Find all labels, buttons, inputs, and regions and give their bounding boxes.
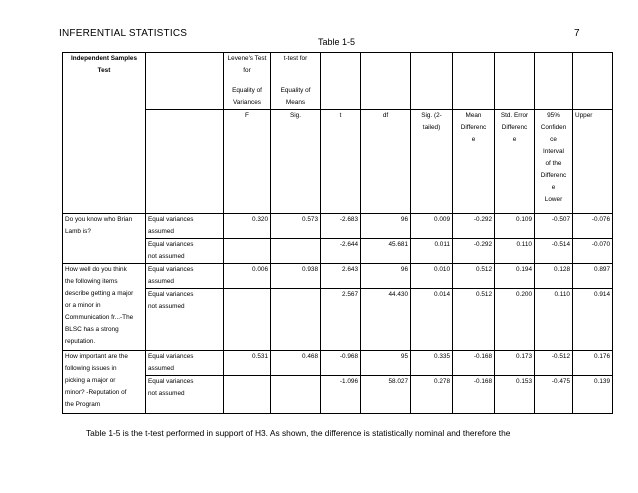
blank-cell [535,53,573,85]
assumption-label [146,213,224,238]
running-header: INFERENTIAL STATISTICS [59,28,188,39]
header-line: Differenc [460,123,487,131]
cell-sig2: 0.011 [411,238,453,263]
cell-df: 96 [361,263,411,288]
cell-sig [271,238,321,263]
header-line: Equality of [280,86,311,94]
question-line: How important are the [65,352,128,360]
question-line: BLSC has a strong [65,325,119,333]
cell-df: 45.681 [361,238,411,263]
blank-cell [361,85,411,110]
blank-cell [146,109,224,213]
header-line: ce [550,135,557,143]
row-question [63,213,146,263]
cell-upper: -0.076 [573,213,613,238]
cell-upper: 0.897 [573,263,613,288]
col-header-f: F [224,109,271,213]
cell-df: 58.027 [361,375,411,413]
header-line: Confiden [540,123,567,131]
col-header-df: df [361,109,411,213]
assumption-line: Equal variances [148,377,194,385]
blank-cell [321,85,361,110]
row-question [63,263,146,350]
cell-lower: -0.475 [535,375,573,413]
cell-f: 0.320 [224,213,271,238]
cell-stderr: 0.194 [495,263,535,288]
table-header-label [63,53,146,214]
assumption-line: Equal variances [148,352,194,360]
cell-stderr: 0.110 [495,238,535,263]
cell-lower: 0.128 [535,263,573,288]
header-line: Interval [543,147,564,155]
col-header-mean-difference [453,109,495,213]
assumption-line: Equal variances [148,265,194,273]
cell-sig [271,288,321,350]
cell-t: 2.567 [321,288,361,350]
caption-text: Table 1-5 is the t-test performed in support of H3. As shown, the difference is statistically nominal and therefore the [86,428,511,438]
blank-cell [495,53,535,85]
cell-f [224,375,271,413]
cell-t: 2.643 [321,263,361,288]
blank-cell [146,85,224,110]
cell-lower: 0.110 [535,288,573,350]
col-header-sig-2-tailed [411,109,453,213]
title-line: Test [97,67,111,74]
header-line: 95% [547,111,560,119]
assumption-line: Equal variances [148,290,194,298]
header-line: e [512,135,517,143]
header-line: Lower [544,195,563,203]
assumption-line: not assumed [148,302,185,310]
title-line: Independent Samples [70,55,138,62]
col-header-ci-upper: Upper [573,109,613,213]
cell-t: -2.644 [321,238,361,263]
question-line: minor? -Reputation of [65,388,127,396]
cell-lower: -0.512 [535,350,573,375]
cell-mean: -0.292 [453,213,495,238]
cell-f [224,238,271,263]
cell-sig: 0.468 [271,350,321,375]
header-line: t-test for [283,55,308,62]
assumption-label [146,375,224,413]
cell-t: -0.968 [321,350,361,375]
header-line: e [471,135,476,143]
page-number: 7 [574,28,580,39]
cell-t: -2.683 [321,213,361,238]
assumption-label [146,238,224,263]
cell-upper: 0.176 [573,350,613,375]
cell-sig2: 0.009 [411,213,453,238]
cell-df: 95 [361,350,411,375]
cell-upper: 0.139 [573,375,613,413]
cell-stderr: 0.109 [495,213,535,238]
cell-t: -1.096 [321,375,361,413]
header-line: Std. Error [500,111,529,119]
cell-stderr: 0.200 [495,288,535,350]
question-line: reputation. [65,337,96,345]
blank-cell [361,53,411,85]
col-header-std-error [495,109,535,213]
header-line: Levene's Test for [227,55,267,74]
header-line: Mean [465,111,482,119]
header-line: Differenc [501,123,528,131]
cell-sig2: 0.010 [411,263,453,288]
question-line: Do you know who Brian [65,215,133,223]
blank-cell [411,53,453,85]
assumption-line: assumed [148,227,174,235]
header-line: e [551,183,556,191]
cell-mean: 0.512 [453,263,495,288]
blank-cell [573,53,613,85]
question-line: the following items [65,277,118,285]
blank-cell [146,53,224,85]
header-line: Means [285,98,306,106]
assumption-label [146,263,224,288]
blank-cell [321,53,361,85]
assumption-label [146,288,224,350]
question-line: or a minor in [65,301,101,309]
cell-upper: 0.914 [573,288,613,350]
question-line: describe getting a major [65,289,134,297]
cell-mean: -0.292 [453,238,495,263]
header-line: Variances [233,98,261,106]
levene-group-cont [224,85,271,110]
cell-sig [271,375,321,413]
row-question [63,350,146,413]
cell-f: 0.006 [224,263,271,288]
cell-lower: -0.507 [535,213,573,238]
cell-sig: 0.573 [271,213,321,238]
table-title: Table 1-5 [318,37,356,47]
blank-cell [453,85,495,110]
cell-f: 0.531 [224,350,271,375]
cell-mean: -0.168 [453,350,495,375]
cell-f [224,288,271,350]
question-line: How well do you think [65,265,127,273]
t-test-table [62,52,613,414]
assumption-line: not assumed [148,389,185,397]
cell-df: 96 [361,213,411,238]
cell-sig2: 0.278 [411,375,453,413]
assumption-line: Equal variances [148,215,194,223]
question-line: picking a major or [65,376,116,384]
header-line: Sig. (2- [421,111,442,119]
question-line: the Program [65,400,101,408]
blank-cell [573,85,613,110]
cell-df: 44.430 [361,288,411,350]
assumption-line: Equal variances [148,240,194,248]
cell-mean: -0.168 [453,375,495,413]
blank-cell [411,85,453,110]
header-line: Differenc [540,171,567,179]
cell-upper: -0.070 [573,238,613,263]
cell-mean: 0.512 [453,288,495,350]
col-header-t: t [321,109,361,213]
assumption-line: assumed [148,277,174,285]
blank-cell [495,85,535,110]
question-line: Communication fr...-The [65,313,134,321]
cell-sig2: 0.014 [411,288,453,350]
blank-cell [453,53,495,85]
blank-cell [535,85,573,110]
assumption-label [146,350,224,375]
header-line: tailed) [422,123,441,131]
ttest-group-cont [271,85,321,110]
levene-group-header [224,53,271,85]
cell-lower: -0.514 [535,238,573,263]
assumption-line: not assumed [148,252,185,260]
col-header-sig: Sig. [271,109,321,213]
cell-sig: 0.938 [271,263,321,288]
assumption-line: assumed [148,364,174,372]
ttest-group-header [271,53,321,85]
cell-stderr: 0.173 [495,350,535,375]
cell-stderr: 0.153 [495,375,535,413]
header-line: Equality of [232,86,262,94]
header-line: of the [545,159,562,167]
question-line: following issues in [65,364,117,372]
col-header-ci-lower [535,109,573,213]
question-line: Lamb is? [65,227,91,235]
cell-sig2: 0.335 [411,350,453,375]
